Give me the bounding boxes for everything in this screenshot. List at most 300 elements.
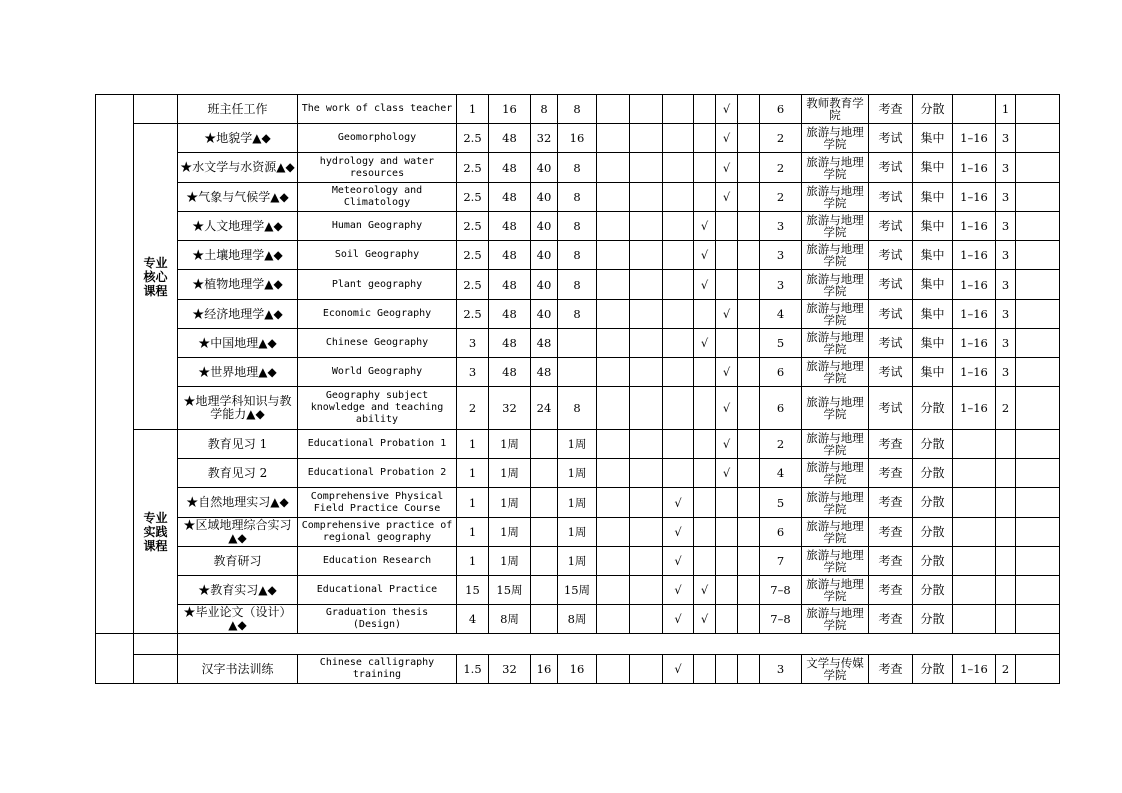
check-cell xyxy=(716,488,738,518)
total-hours-cell: 48 xyxy=(489,300,531,329)
course-name: ★中国地理▲◆ xyxy=(178,329,298,358)
empty-group-cell xyxy=(134,95,178,124)
check-cell xyxy=(716,518,738,547)
blank-cell xyxy=(597,459,630,488)
department-cell: 旅游与地理学院 xyxy=(802,459,869,488)
assessment-cell: 考查 xyxy=(869,488,913,518)
check-cell xyxy=(716,212,738,241)
total-hours-cell: 48 xyxy=(489,358,531,387)
weeks-cell: 1–16 xyxy=(953,124,996,153)
total-hours-cell: 48 xyxy=(489,212,531,241)
blank-row xyxy=(96,634,1060,655)
practice-hours-cell: 8 xyxy=(558,241,597,270)
weeks-cell: 1–16 xyxy=(953,153,996,183)
mode-cell: 集中 xyxy=(913,270,953,300)
total-hours-cell: 48 xyxy=(489,153,531,183)
semester-cell: 6 xyxy=(760,95,802,124)
course-name: ★地理学科知识与教学能力▲◆ xyxy=(178,387,298,430)
semester-cell: 2 xyxy=(760,124,802,153)
blank-cell xyxy=(630,605,663,634)
blank-cell xyxy=(630,488,663,518)
check-cell: √ xyxy=(663,576,694,605)
practice-hours-cell: 8 xyxy=(558,300,597,329)
lecture-hours-cell: 24 xyxy=(531,387,558,430)
blank-cell xyxy=(1016,547,1060,576)
weekly-hours-cell xyxy=(996,518,1016,547)
weeks-cell: 1–16 xyxy=(953,655,996,684)
blank-cell xyxy=(1016,183,1060,212)
blank-cell xyxy=(597,270,630,300)
blank-cell xyxy=(597,387,630,430)
blank-cell xyxy=(597,430,630,459)
blank-cell xyxy=(738,183,760,212)
blank-cell xyxy=(1016,459,1060,488)
mode-cell: 分散 xyxy=(913,430,953,459)
course-english-name: Comprehensive Physical Field Practice Course xyxy=(298,488,457,518)
assessment-cell: 考查 xyxy=(869,655,913,684)
mode-cell: 集中 xyxy=(913,183,953,212)
blank-cell xyxy=(1016,329,1060,358)
blank-cell xyxy=(597,605,630,634)
lecture-hours-cell xyxy=(531,488,558,518)
lecture-hours-cell: 40 xyxy=(531,241,558,270)
mode-cell: 分散 xyxy=(913,387,953,430)
check-cell xyxy=(663,95,694,124)
blank-cell xyxy=(630,358,663,387)
practice-hours-cell: 1周 xyxy=(558,459,597,488)
blank-cell xyxy=(738,212,760,241)
lecture-hours-cell xyxy=(531,430,558,459)
check-cell xyxy=(716,241,738,270)
check-cell: √ xyxy=(694,329,716,358)
blank-cell xyxy=(630,547,663,576)
assessment-cell: 考试 xyxy=(869,270,913,300)
blank-cell xyxy=(738,300,760,329)
weekly-hours-cell xyxy=(996,459,1016,488)
check-cell xyxy=(663,212,694,241)
course-name: ★区域地理综合实习▲◆ xyxy=(178,518,298,547)
check-cell: √ xyxy=(716,387,738,430)
table-row xyxy=(96,124,1060,153)
blank-cell xyxy=(1016,300,1060,329)
practice-hours-cell: 15周 xyxy=(558,576,597,605)
course-english-name: Chinese calligraphy training xyxy=(298,655,457,684)
course-english-name: Economic Geography xyxy=(298,300,457,329)
lecture-hours-cell xyxy=(531,576,558,605)
blank-cell xyxy=(597,183,630,212)
blank-cell xyxy=(738,518,760,547)
weekly-hours-cell: 3 xyxy=(996,124,1016,153)
assessment-cell: 考试 xyxy=(869,300,913,329)
blank-cell xyxy=(630,183,663,212)
assessment-cell: 考试 xyxy=(869,124,913,153)
credit-cell: 1.5 xyxy=(457,655,489,684)
practice-hours-cell: 8 xyxy=(558,183,597,212)
weeks-cell: 1–16 xyxy=(953,183,996,212)
blank-cell xyxy=(1016,655,1060,684)
table-row xyxy=(96,358,1060,387)
check-cell: √ xyxy=(716,459,738,488)
check-cell xyxy=(663,358,694,387)
check-cell: √ xyxy=(663,655,694,684)
blank-cell xyxy=(1016,387,1060,430)
weekly-hours-cell: 2 xyxy=(996,387,1016,430)
total-hours-cell: 1周 xyxy=(489,547,531,576)
blank-cell xyxy=(597,95,630,124)
check-cell xyxy=(663,153,694,183)
table-row xyxy=(96,212,1060,241)
check-cell: √ xyxy=(716,183,738,212)
mode-cell: 集中 xyxy=(913,124,953,153)
semester-cell: 4 xyxy=(760,459,802,488)
course-english-name: Plant geography xyxy=(298,270,457,300)
total-hours-cell: 48 xyxy=(489,124,531,153)
empty-group-cell xyxy=(134,655,178,684)
blank-cell xyxy=(630,212,663,241)
department-cell: 旅游与地理学院 xyxy=(802,605,869,634)
mode-cell: 集中 xyxy=(913,241,953,270)
check-cell: √ xyxy=(663,547,694,576)
table-row xyxy=(96,387,1060,430)
blank-cell xyxy=(630,576,663,605)
semester-cell: 7–8 xyxy=(760,576,802,605)
check-cell xyxy=(694,518,716,547)
weekly-hours-cell: 3 xyxy=(996,183,1016,212)
department-cell: 旅游与地理学院 xyxy=(802,430,869,459)
blank-cell xyxy=(630,153,663,183)
mode-cell: 分散 xyxy=(913,488,953,518)
weekly-hours-cell: 3 xyxy=(996,300,1016,329)
weeks-cell: 1–16 xyxy=(953,270,996,300)
department-cell: 旅游与地理学院 xyxy=(802,300,869,329)
table-body xyxy=(96,95,1060,684)
department-cell: 旅游与地理学院 xyxy=(802,241,869,270)
blank-cell xyxy=(630,241,663,270)
check-cell: √ xyxy=(716,300,738,329)
weekly-hours-cell: 3 xyxy=(996,241,1016,270)
table-row xyxy=(96,300,1060,329)
course-name: 汉字书法训练 xyxy=(178,655,298,684)
mode-cell: 分散 xyxy=(913,459,953,488)
credit-cell: 2.5 xyxy=(457,300,489,329)
total-hours-cell: 1周 xyxy=(489,488,531,518)
semester-cell: 2 xyxy=(760,430,802,459)
check-cell: √ xyxy=(663,518,694,547)
lecture-hours-cell: 40 xyxy=(531,212,558,241)
lecture-hours-cell: 32 xyxy=(531,124,558,153)
credit-cell: 4 xyxy=(457,605,489,634)
table-row xyxy=(96,153,1060,183)
blank-cell xyxy=(738,270,760,300)
practice-hours-cell xyxy=(558,358,597,387)
outer-category-cell xyxy=(96,634,134,684)
table-row xyxy=(96,241,1060,270)
check-cell xyxy=(716,270,738,300)
blank-cell xyxy=(597,329,630,358)
blank-cell xyxy=(1016,270,1060,300)
check-cell: √ xyxy=(694,605,716,634)
credit-cell: 1 xyxy=(457,459,489,488)
check-cell: √ xyxy=(716,430,738,459)
weekly-hours-cell: 3 xyxy=(996,358,1016,387)
weekly-hours-cell: 3 xyxy=(996,212,1016,241)
check-cell xyxy=(694,430,716,459)
blank-cell xyxy=(630,518,663,547)
department-cell: 旅游与地理学院 xyxy=(802,212,869,241)
check-cell: √ xyxy=(694,576,716,605)
credit-cell: 3 xyxy=(457,329,489,358)
course-name: ★教育实习▲◆ xyxy=(178,576,298,605)
weeks-cell: 1–16 xyxy=(953,212,996,241)
blank-cell xyxy=(738,547,760,576)
blank-cell xyxy=(597,547,630,576)
weeks-cell: 1–16 xyxy=(953,300,996,329)
weeks-cell: 1–16 xyxy=(953,329,996,358)
blank-cell xyxy=(597,300,630,329)
credit-cell: 2.5 xyxy=(457,212,489,241)
course-name: ★气象与气候学▲◆ xyxy=(178,183,298,212)
blank-cell xyxy=(1016,212,1060,241)
department-cell: 旅游与地理学院 xyxy=(802,576,869,605)
semester-cell: 4 xyxy=(760,300,802,329)
semester-cell: 2 xyxy=(760,153,802,183)
blank-cell xyxy=(1016,488,1060,518)
credit-cell: 2.5 xyxy=(457,241,489,270)
weekly-hours-cell: 3 xyxy=(996,153,1016,183)
weeks-cell xyxy=(953,95,996,124)
credit-cell: 2.5 xyxy=(457,183,489,212)
course-name: ★土壤地理学▲◆ xyxy=(178,241,298,270)
department-cell: 旅游与地理学院 xyxy=(802,358,869,387)
weeks-cell xyxy=(953,430,996,459)
course-name: ★地貌学▲◆ xyxy=(178,124,298,153)
credit-cell: 1 xyxy=(457,95,489,124)
table-row xyxy=(96,518,1060,547)
blank-cell xyxy=(738,387,760,430)
credit-cell: 2.5 xyxy=(457,124,489,153)
practice-hours-cell: 1周 xyxy=(558,547,597,576)
blank-cell xyxy=(738,241,760,270)
weeks-cell: 1–16 xyxy=(953,241,996,270)
assessment-cell: 考试 xyxy=(869,241,913,270)
weeks-cell: 1–16 xyxy=(953,358,996,387)
check-cell xyxy=(716,655,738,684)
lecture-hours-cell xyxy=(531,605,558,634)
department-cell: 旅游与地理学院 xyxy=(802,518,869,547)
weeks-cell xyxy=(953,547,996,576)
practice-hours-cell xyxy=(558,329,597,358)
total-hours-cell: 48 xyxy=(489,183,531,212)
credit-cell: 2 xyxy=(457,387,489,430)
weekly-hours-cell: 2 xyxy=(996,655,1016,684)
check-cell xyxy=(694,387,716,430)
blank-cell xyxy=(630,387,663,430)
semester-cell: 7–8 xyxy=(760,605,802,634)
department-cell: 旅游与地理学院 xyxy=(802,547,869,576)
table-row xyxy=(96,95,1060,124)
course-english-name: Chinese Geography xyxy=(298,329,457,358)
course-table xyxy=(95,94,1060,684)
check-cell xyxy=(694,547,716,576)
lecture-hours-cell: 8 xyxy=(531,95,558,124)
check-cell xyxy=(663,183,694,212)
table-row xyxy=(96,655,1060,684)
total-hours-cell: 16 xyxy=(489,95,531,124)
blank-cell xyxy=(630,95,663,124)
blank-cell xyxy=(1016,153,1060,183)
check-cell: √ xyxy=(663,605,694,634)
check-cell xyxy=(694,124,716,153)
table-row xyxy=(96,576,1060,605)
semester-cell: 6 xyxy=(760,358,802,387)
blank-cell xyxy=(134,634,178,655)
practice-hours-cell: 8 xyxy=(558,212,597,241)
check-cell: √ xyxy=(694,270,716,300)
credit-cell: 15 xyxy=(457,576,489,605)
blank-cell xyxy=(630,655,663,684)
course-english-name: Meteorology and Climatology xyxy=(298,183,457,212)
lecture-hours-cell: 40 xyxy=(531,153,558,183)
weeks-cell xyxy=(953,605,996,634)
weeks-cell xyxy=(953,488,996,518)
department-cell: 文学与传媒学院 xyxy=(802,655,869,684)
lecture-hours-cell xyxy=(531,459,558,488)
check-cell xyxy=(716,576,738,605)
assessment-cell: 考查 xyxy=(869,605,913,634)
assessment-cell: 考查 xyxy=(869,518,913,547)
blank-cell xyxy=(597,576,630,605)
check-cell xyxy=(694,459,716,488)
blank-cell xyxy=(738,655,760,684)
blank-cell xyxy=(1016,430,1060,459)
assessment-cell: 考查 xyxy=(869,95,913,124)
lecture-hours-cell: 40 xyxy=(531,183,558,212)
weeks-cell xyxy=(953,459,996,488)
check-cell xyxy=(694,358,716,387)
course-name: ★人文地理学▲◆ xyxy=(178,212,298,241)
practice-hours-cell: 16 xyxy=(558,124,597,153)
blank-cell xyxy=(1016,95,1060,124)
mode-cell: 分散 xyxy=(913,518,953,547)
practice-hours-cell: 8 xyxy=(558,270,597,300)
course-name: ★经济地理学▲◆ xyxy=(178,300,298,329)
course-name: ★毕业论文（设计）▲◆ xyxy=(178,605,298,634)
blank-cell xyxy=(597,488,630,518)
blank-cell xyxy=(738,576,760,605)
department-cell: 旅游与地理学院 xyxy=(802,329,869,358)
group-label-core: 专业 核心 课程 xyxy=(134,124,178,430)
check-cell xyxy=(663,124,694,153)
table-row xyxy=(96,459,1060,488)
weekly-hours-cell xyxy=(996,430,1016,459)
assessment-cell: 考试 xyxy=(869,329,913,358)
course-english-name: Soil Geography xyxy=(298,241,457,270)
check-cell: √ xyxy=(663,488,694,518)
course-english-name: Geomorphology xyxy=(298,124,457,153)
total-hours-cell: 1周 xyxy=(489,459,531,488)
blank-cell xyxy=(630,300,663,329)
blank-cell xyxy=(738,124,760,153)
course-english-name: The work of class teacher xyxy=(298,95,457,124)
check-cell xyxy=(663,241,694,270)
course-english-name: hydrology and water resources xyxy=(298,153,457,183)
department-cell: 旅游与地理学院 xyxy=(802,270,869,300)
assessment-cell: 考试 xyxy=(869,387,913,430)
blank-cell xyxy=(1016,241,1060,270)
weeks-cell: 1–16 xyxy=(953,387,996,430)
blank-cell xyxy=(738,488,760,518)
mode-cell: 分散 xyxy=(913,547,953,576)
mode-cell: 集中 xyxy=(913,300,953,329)
weekly-hours-cell xyxy=(996,488,1016,518)
weeks-cell xyxy=(953,518,996,547)
course-english-name: Education Research xyxy=(298,547,457,576)
mode-cell: 分散 xyxy=(913,605,953,634)
weekly-hours-cell xyxy=(996,576,1016,605)
check-cell xyxy=(716,329,738,358)
blank-cell xyxy=(1016,518,1060,547)
lecture-hours-cell xyxy=(531,518,558,547)
mode-cell: 分散 xyxy=(913,655,953,684)
course-english-name: Graduation thesis (Design) xyxy=(298,605,457,634)
department-cell: 旅游与地理学院 xyxy=(802,153,869,183)
table-row xyxy=(96,547,1060,576)
table-row xyxy=(96,270,1060,300)
check-cell xyxy=(663,270,694,300)
assessment-cell: 考查 xyxy=(869,576,913,605)
blank-cell xyxy=(738,95,760,124)
table-row xyxy=(96,605,1060,634)
weekly-hours-cell xyxy=(996,547,1016,576)
check-cell xyxy=(694,488,716,518)
blank-cell xyxy=(597,124,630,153)
blank-cell xyxy=(738,153,760,183)
practice-hours-cell: 8 xyxy=(558,387,597,430)
practice-hours-cell: 8 xyxy=(558,95,597,124)
lecture-hours-cell: 40 xyxy=(531,270,558,300)
table-row xyxy=(96,183,1060,212)
department-cell: 旅游与地理学院 xyxy=(802,387,869,430)
department-cell: 旅游与地理学院 xyxy=(802,488,869,518)
mode-cell: 集中 xyxy=(913,212,953,241)
credit-cell: 3 xyxy=(457,358,489,387)
assessment-cell: 考查 xyxy=(869,547,913,576)
assessment-cell: 考查 xyxy=(869,459,913,488)
check-cell: √ xyxy=(716,153,738,183)
semester-cell: 5 xyxy=(760,329,802,358)
check-cell xyxy=(663,300,694,329)
weekly-hours-cell: 3 xyxy=(996,270,1016,300)
course-name: 教育见习 1 xyxy=(178,430,298,459)
check-cell xyxy=(663,387,694,430)
check-cell xyxy=(663,459,694,488)
blank-cell xyxy=(597,518,630,547)
weekly-hours-cell xyxy=(996,605,1016,634)
outer-category-cell xyxy=(96,95,134,634)
course-english-name: Geography subject knowledge and teaching ability xyxy=(298,387,457,430)
check-cell xyxy=(694,655,716,684)
credit-cell: 2.5 xyxy=(457,270,489,300)
mode-cell: 分散 xyxy=(913,576,953,605)
course-name: ★水文学与水资源▲◆ xyxy=(178,153,298,183)
total-hours-cell: 48 xyxy=(489,329,531,358)
practice-hours-cell: 1周 xyxy=(558,488,597,518)
weekly-hours-cell: 3 xyxy=(996,329,1016,358)
lecture-hours-cell: 16 xyxy=(531,655,558,684)
credit-cell: 2.5 xyxy=(457,153,489,183)
department-cell: 旅游与地理学院 xyxy=(802,124,869,153)
total-hours-cell: 48 xyxy=(489,241,531,270)
